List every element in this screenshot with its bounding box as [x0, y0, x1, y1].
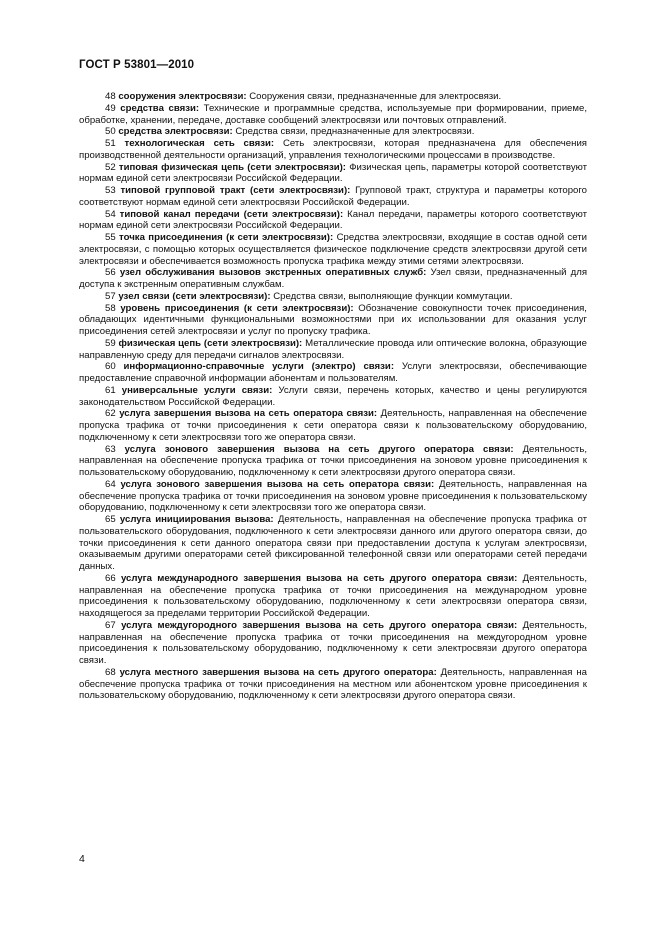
entry-number: 48	[105, 91, 116, 102]
entry-number: 64	[105, 478, 116, 490]
entry-definition: Деятельность, направленная на обеспечение пропуска трафика от точки присоединения к сети оператора связи к пользовательскому оборудованию, подключенному к сети электросвязи того же оператора связи.	[79, 408, 587, 443]
entry-number: 50	[105, 126, 116, 138]
definitions-list	[79, 91, 587, 702]
entry-number: 62	[105, 408, 116, 420]
definition-entry	[79, 103, 587, 127]
definition-entry	[79, 185, 587, 209]
entry-definition: Деятельность, направленная на обеспечение пропуска трафика от точки присоединения на междугородном уровне присоединения к пользовательскому оборудованию, подключенному к сети электросвязи другого оператора связи.	[79, 619, 588, 666]
entry-term: услуга местного завершения вызова на сеть другого оператора:	[119, 666, 437, 678]
entry-term: сооружения электросвязи:	[118, 91, 247, 102]
entry-definition: Деятельность, направленная на обеспечение пропуска трафика от точки присоединения на местном или абонентском уровне присоединения к пользовательскому оборудованию, подключенному к сети электросвязи другого оператора связи.	[79, 666, 587, 702]
entry-term: узел обслуживания вызовов экстренных оперативных служб:	[119, 267, 427, 279]
entry-number: 60	[105, 361, 116, 373]
definition-entry	[79, 620, 587, 667]
entry-term: технологическая сеть связи:	[124, 138, 275, 149]
entry-definition: Обозначение совокупности точек присоединения, обладающих идентичными функциональными возможностями при их использовании для оказания услуг присоединения сетей электросвязи и услуг по пропуску трафика.	[79, 302, 587, 337]
entry-number: 63	[105, 443, 116, 455]
definition-entry	[79, 126, 587, 138]
definition-entry	[79, 209, 587, 233]
entry-number: 68	[105, 666, 116, 678]
entry-term: средства электросвязи:	[118, 126, 233, 138]
entry-definition: Узел связи, предназначенный для доступа к экстренным оперативным службам.	[79, 267, 588, 290]
entry-definition: Средства связи, предназначенные для электросвязи.	[235, 126, 475, 138]
entry-number: 54	[105, 208, 116, 220]
entry-definition: Металлические провода или оптические волокна, образующие направленную среду для передачи сигналов электросвязи.	[79, 337, 587, 361]
entry-number: 65	[105, 514, 116, 525]
entry-term: типовая физическая цепь (сети электросвязи):	[118, 161, 347, 173]
definition-entry	[79, 303, 587, 338]
definition-entry	[79, 479, 587, 514]
entry-term: узел связи (сети электросвязи):	[118, 290, 271, 302]
definition-entry	[79, 573, 587, 620]
entry-definition: Деятельность, направленная на обеспечение пропуска трафика от точки присоединения на зоновом уровне присоединения к пользовательскому оборудованию, подключенному к сети электросвязи того же оператора связи.	[79, 478, 587, 514]
entry-number: 61	[105, 384, 116, 396]
entry-number: 67	[105, 619, 116, 631]
entry-number: 55	[105, 232, 116, 243]
definition-entry	[79, 291, 587, 303]
entry-definition: Сеть электросвязи, которая предназначена для обеспечения производственной деятельности организаций, управления технологическими процессами в производстве.	[79, 138, 587, 161]
entry-definition: Сооружения связи, предназначенные для электросвязи.	[249, 91, 502, 102]
entry-number: 56	[105, 267, 116, 279]
entry-definition: Услуги связи, перечень которых, качество и цены регулируются законодательством Российской Федерации.	[79, 384, 587, 408]
entry-number: 57	[105, 290, 116, 302]
page-number: 4	[79, 853, 85, 865]
entry-term: информационно-справочные услуги (электро) связи:	[123, 361, 395, 373]
definition-entry	[79, 338, 587, 362]
definition-entry	[79, 138, 587, 162]
entry-number: 59	[105, 337, 116, 349]
entry-definition: Деятельность, направленная на обеспечение пропуска трафика от точки присоединения на международном уровне присоединения к пользовательскому оборудованию, подключенному к сети электросвязи оператора связи, находящегося за пределами территории Российской Федерации.	[79, 572, 588, 619]
entry-term: физическая цепь (сети электросвязи):	[118, 337, 303, 349]
definition-entry	[79, 408, 587, 443]
definition-entry	[79, 444, 587, 479]
entry-number: 51	[105, 138, 116, 149]
definition-entry	[79, 361, 587, 385]
definition-entry	[79, 385, 587, 409]
entry-number: 66	[105, 572, 116, 584]
document-header: ГОСТ Р 53801—2010	[79, 59, 195, 71]
entry-definition: Деятельность, направленная на обеспечение пропуска трафика от точки присоединения на зоновом уровне присоединения к пользовательскому оборудованию, подключенному к сети электросвязи другого оператора связи.	[79, 443, 587, 478]
entry-term: уровень присоединения (к сети электросвязи):	[120, 302, 354, 314]
entry-term: услуга междугородного завершения вызова на сеть другого оператора связи:	[121, 619, 518, 631]
entry-definition: Технические и программные средства, используемые при формировании, приеме, обработке, хранении, передаче, доставке сообщений электросвязи или почтовых отправлений.	[79, 102, 587, 126]
entry-definition: Деятельность, направленная на обеспечение пропуска трафика от пользовательского оборудования, подключенного к сети электросвязи данного или другого оператора связи, до точки присоединения к сети данного оператора связи при предоставлении доступа к услугам электросвязи, оказываемым другими операторами сетей фиксированной телефонной связи или операторами сетей передачи данных.	[79, 514, 587, 572]
entry-number: 53	[105, 185, 116, 196]
entry-definition: Канал передачи, параметры которого соответствуют нормам единой сети электросвязи Российской Федерации.	[79, 208, 587, 232]
definition-entry	[79, 91, 587, 103]
entry-term: услуга зонового завершения вызова на сеть оператора связи:	[120, 478, 435, 490]
definition-entry	[79, 232, 587, 267]
entry-term: универсальные услуги связи:	[121, 384, 273, 396]
definition-entry	[79, 514, 587, 573]
entry-number: 49	[105, 102, 116, 114]
entry-term: услуга завершения вызова на сеть оператора связи:	[119, 408, 378, 420]
entry-term: услуга инициирования вызова:	[119, 514, 274, 525]
entry-number: 58	[105, 302, 116, 314]
entry-term: средства связи:	[120, 102, 200, 114]
entry-term: типовой групповой тракт (сети электросвязи):	[120, 185, 351, 196]
entry-number: 52	[105, 161, 116, 173]
definition-entry	[79, 162, 587, 186]
definition-entry	[79, 267, 587, 291]
entry-definition: Групповой тракт, структура и параметры которого соответствуют нормам единой сети электросвязи Российской Федерации.	[79, 185, 587, 208]
entry-definition: Средства связи, выполняющие функции коммутации.	[273, 290, 513, 302]
entry-term: услуга международного завершения вызова на сеть другого оператора связи:	[120, 572, 518, 584]
entry-term: точка присоединения (к сети электросвязи):	[119, 232, 334, 243]
entry-term: типовой канал передачи (сети электросвязи):	[119, 208, 344, 220]
entry-definition: Физическая цепь, параметры которой соответствуют нормам единой сети электросвязи Российской Федерации.	[79, 161, 587, 185]
definition-entry	[79, 667, 587, 702]
entry-definition: Средства электросвязи, входящие в состав одной сети электросвязи, с помощью которых осуществляется физическое подключение средств электросвязи другой сети электросвязи и обеспечивается возможность пропуска трафика между этими сетями электросвязи.	[79, 232, 587, 267]
entry-definition: Услуги электросвязи, обеспечивающие предоставление справочной информации абонентам и пользователям.	[79, 361, 588, 384]
entry-term: услуга зонового завершения вызова на сеть другого оператора связи:	[124, 443, 514, 455]
